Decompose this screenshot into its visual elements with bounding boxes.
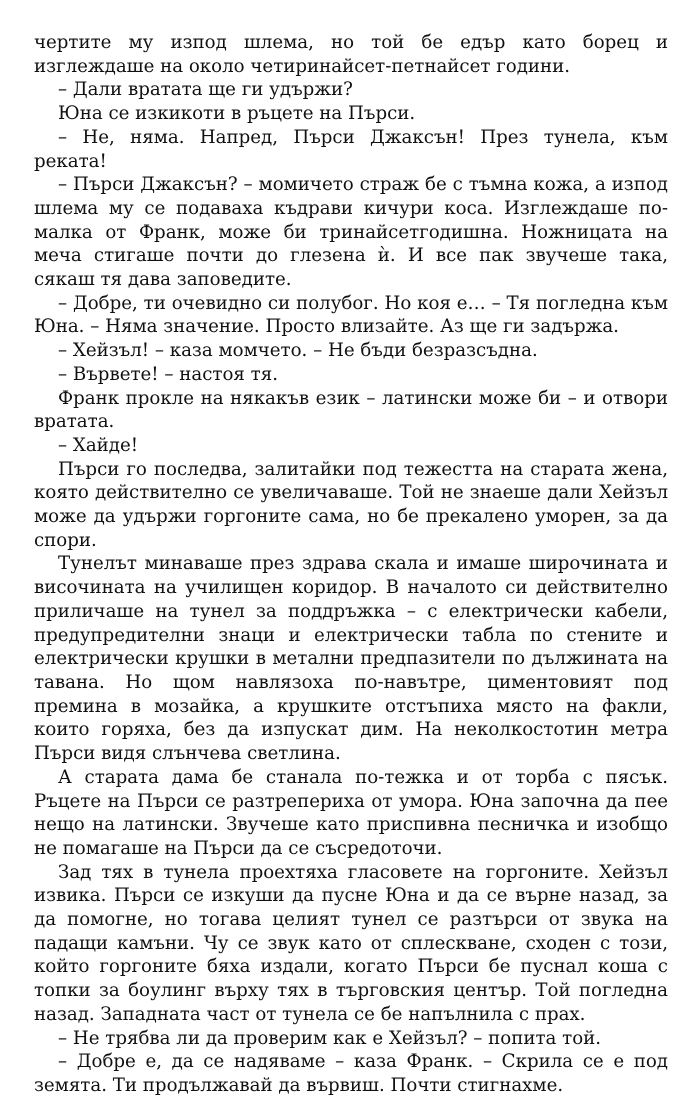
paragraph-5: – Пърси Джаксън? – момичето страж бе с тъмна кожа, а изпод шлема му се подаваха къдрави кичури коса. Изглеждаше по-малка от Франк, може би тринайсетгодишна. Ножницата на меча стигаше почти до глезена ѝ. И все пак звучеше така, сякаш тя дава заповедите. <box>34 174 668 291</box>
paragraph-2: – Дали вратата ще ги удържи? <box>58 79 353 101</box>
paragraph-12: Тунелът минаваше през здрава скала и имаше широчината и височината на училищен коридор. В началото си действително приличаше на тунел за поддръжка – с електрически кабели, предупредителни знаци и електрически табла по стените и електрически крушки в метални предпазители по дължината на тавана. Но щом навлязоха по-навътре, циментовият под премина в мозайка, а крушките отстъпиха място на факли, които горяха, без да изпускат дим. На неколкостотин метра Пърси видя слънчева светлина. <box>34 553 668 765</box>
paragraph-10: – Хайде! <box>58 434 139 456</box>
paragraph-16: – Добре е, да се надяваме – каза Франк. – Скрила се е под земята. Ти продължавай да вървиш. Почти стигнахме. <box>34 1051 668 1096</box>
paragraph-1: чертите му изпод шлема, но той бе едър като борец и изглеждаше на около четиринайсет-петнайсет години. <box>34 32 668 77</box>
paragraph-15: – Не трябва ли да проверим как е Хейзъл? – попита той. <box>58 1027 602 1049</box>
paragraph-11: Пърси го последва, залитайки под тежестта на старата жена, която действително се увеличаваше. Той не знаеше дали Хейзъл може да удържи горгоните сама, но бе прекалено уморен, за да спори. <box>34 458 668 551</box>
paragraph-3: Юна се изкикоти в ръцете на Пърси. <box>58 103 416 125</box>
paragraph-4: – Не, няма. Напред, Пърси Джаксън! През тунела, към реката! <box>34 126 668 172</box>
paragraph-6: – Добре, ти очевидно си полубог. Но коя е… – Тя погледна към Юна. – Няма значение. Просто влизайте. Аз ще ги задържа. <box>34 292 668 338</box>
paragraph-7: – Хейзъл! – каза момчето. – Не бъди безразсъдна. <box>58 340 538 362</box>
paragraph-14: Зад тях в тунела проехтяха гласовете на горгоните. Хейзъл извика. Пърси се изкуши да пусне Юна и да се върне назад, за да помогне, но тогава целият тунел се разтърси от звука на падащи камъни. Чу се звук като от сплескване, сходен с този, който горгоните бяха издали, когато Пърси бе пуснал коша с топки за боулинг върху тях в търговския център. Той погледна назад. Западната част от тунела се бе напълнила с прах. <box>34 861 668 1025</box>
paragraph-9: Франк прокле на някакъв език – латински може би – и отвори вратата. <box>34 387 668 433</box>
page-body-text <box>34 31 668 1098</box>
paragraph-13: А старата дама бе станала по-тежка и от торба с пясък. Ръцете на Пърси се разтреперихa от умора. Юна започна да пее нещо на латински. Звучеше като приспивна песничка и изобщо не помагаше на Пърси да се съсредоточи. <box>34 766 668 859</box>
paragraph-8: – Вървете! – настоя тя. <box>58 363 278 385</box>
